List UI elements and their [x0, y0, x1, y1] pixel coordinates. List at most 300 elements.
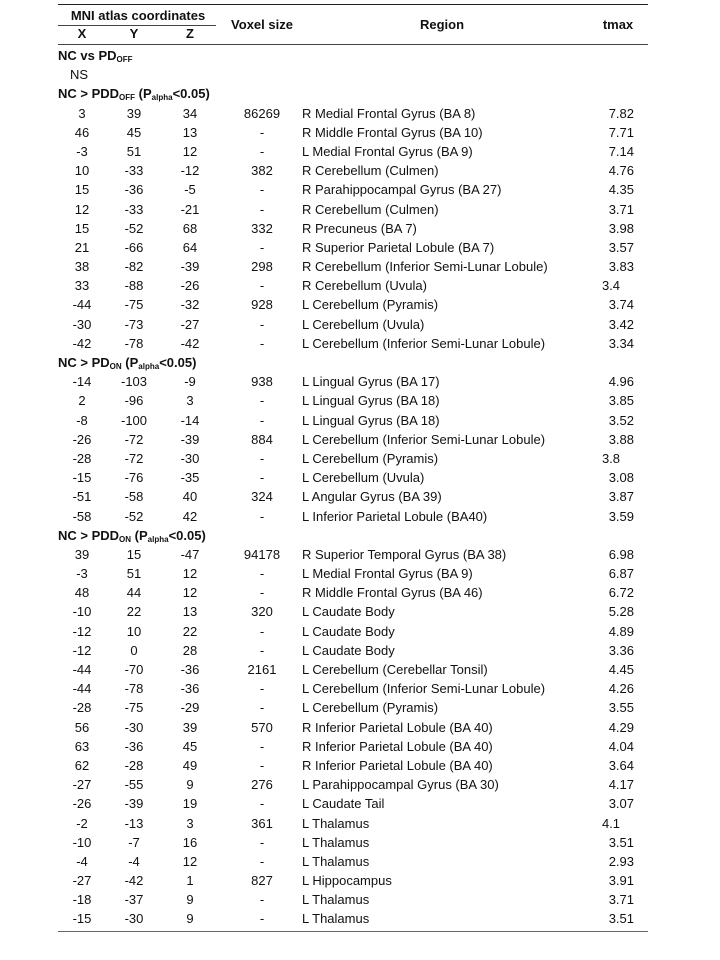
cell-x: 2 — [78, 393, 86, 409]
section-heading — [58, 84, 648, 103]
cell-y: -39 — [124, 796, 144, 812]
cell-x: -58 — [72, 508, 92, 524]
table-row — [58, 430, 648, 449]
cell-region: L Thalamus — [302, 853, 370, 869]
cell-voxel-size: 276 — [251, 777, 273, 793]
table-row — [58, 161, 648, 180]
cell-tmax: 7.82 — [608, 105, 634, 121]
table-row — [58, 622, 648, 641]
cell-region: R Superior Parietal Lobule (BA 7) — [302, 239, 495, 255]
cell-voxel-size: 332 — [251, 220, 273, 236]
cell-y: -30 — [124, 719, 144, 735]
cell-region: R Inferior Parietal Lobule (BA 40) — [302, 719, 493, 735]
table-row — [58, 295, 648, 314]
table-row — [58, 391, 648, 410]
table-header — [58, 6, 648, 44]
table-row — [58, 104, 648, 123]
cell-z: -29 — [180, 700, 200, 716]
cell-voxel-size: - — [259, 911, 265, 927]
cell-tmax: 7.71 — [608, 124, 634, 140]
cell-region: R Precuneus (BA 7) — [302, 220, 417, 236]
cell-z: 49 — [182, 757, 198, 773]
cell-y: -37 — [124, 892, 144, 908]
cell-tmax: 4.89 — [608, 623, 634, 639]
cell-voxel-size: 928 — [251, 297, 273, 313]
section-paren: (P — [121, 355, 139, 370]
cell-y: -100 — [120, 412, 148, 428]
cell-z: -12 — [180, 163, 200, 179]
cell-y: -76 — [124, 470, 144, 486]
cell-z: 12 — [182, 143, 198, 159]
section-title: NC > PDD — [58, 527, 120, 543]
cell-tmax: 7.14 — [608, 143, 634, 159]
cell-voxel-size: 2161 — [247, 662, 277, 677]
cell-region: L Lingual Gyrus (BA 18) — [302, 393, 440, 409]
table-row — [58, 142, 648, 161]
table-row — [58, 660, 648, 679]
cell-tmax: 3.98 — [608, 220, 634, 236]
cell-x: 56 — [74, 719, 90, 735]
cell-x: -26 — [72, 431, 92, 447]
cell-tmax: 4.35 — [608, 182, 634, 198]
section-title-subscript: ON — [109, 362, 122, 371]
cell-x: -18 — [72, 892, 92, 908]
cell-y: -58 — [124, 489, 144, 505]
cell-region: L Caudate Body — [302, 604, 395, 620]
cell-region: L Thalamus — [302, 911, 370, 927]
cell-y: -96 — [124, 393, 144, 409]
cell-tmax: 3.36 — [608, 642, 634, 658]
cell-region: L Caudate Body — [302, 642, 395, 658]
cell-x: 48 — [74, 585, 90, 601]
cell-tmax: 4.29 — [608, 719, 634, 735]
cell-voxel-size: 884 — [251, 431, 273, 447]
cell-tmax: 3.34 — [608, 335, 634, 351]
cell-z: 45 — [182, 738, 198, 754]
cell-z: -36 — [180, 662, 200, 677]
cell-y: -30 — [124, 911, 144, 927]
cell-z: -39 — [180, 259, 200, 275]
cell-region: L Thalamus — [302, 834, 370, 850]
cell-voxel-size: - — [259, 796, 265, 812]
cell-x: -14 — [72, 374, 92, 390]
cell-x: -27 — [72, 873, 92, 889]
cell-region: L Inferior Parietal Lobule (BA40) — [302, 508, 488, 524]
section-paren: (P — [135, 86, 152, 102]
table-row — [58, 641, 648, 660]
table-row — [58, 507, 648, 526]
cell-z: 9 — [186, 777, 194, 793]
cell-z: -5 — [184, 182, 196, 198]
section-title: NC > PD — [58, 355, 110, 370]
cell-x: -12 — [72, 642, 92, 658]
table-row — [58, 257, 648, 276]
section-p-subscript: alpha — [138, 362, 160, 371]
cell-tmax: 3.85 — [608, 393, 634, 409]
cell-x: -44 — [72, 662, 92, 677]
cell-y: -7 — [128, 834, 140, 850]
section-title-subscript: ON — [119, 534, 132, 544]
table-row — [58, 775, 648, 794]
section-heading — [58, 46, 648, 65]
cell-y: -78 — [124, 335, 144, 351]
header-tmax: tmax — [602, 17, 634, 32]
cell-x: -44 — [72, 681, 92, 697]
cell-y: 15 — [126, 546, 142, 562]
cell-tmax: 3.87 — [608, 489, 634, 505]
cell-tmax: 3.74 — [608, 297, 634, 313]
cell-y: -36 — [124, 182, 144, 198]
cell-z: 3 — [186, 393, 194, 409]
cell-tmax: 3.55 — [608, 700, 634, 716]
cell-x: -10 — [72, 834, 92, 850]
top-rule — [58, 4, 648, 5]
cell-voxel-size: 382 — [251, 163, 273, 179]
cell-voxel-size: - — [259, 585, 265, 601]
cell-z: 12 — [182, 853, 198, 869]
cell-z: 13 — [182, 124, 198, 140]
cell-y: -55 — [124, 777, 144, 793]
cell-tmax: 3.08 — [608, 470, 634, 486]
cell-voxel-size: - — [259, 853, 265, 869]
section-title-subscript: OFF — [116, 55, 133, 64]
cell-y: -28 — [124, 757, 144, 773]
cell-tmax: 3.8 — [601, 450, 621, 466]
cell-voxel-size: - — [259, 470, 265, 486]
cell-y: -66 — [124, 239, 144, 255]
cell-voxel-size: 938 — [251, 374, 273, 390]
cell-z: 3 — [186, 815, 194, 831]
cell-region: L Lingual Gyrus (BA 18) — [302, 412, 440, 428]
cell-region: R Middle Frontal Gyrus (BA 46) — [302, 585, 483, 601]
cell-voxel-size: - — [259, 566, 265, 582]
header-x: X — [77, 26, 87, 41]
cell-z: 64 — [182, 239, 198, 255]
table-row — [58, 794, 648, 813]
cell-z: -27 — [180, 316, 200, 332]
section-heading — [58, 526, 648, 545]
cell-region: R Inferior Parietal Lobule (BA 40) — [302, 738, 493, 754]
cell-z: 9 — [186, 892, 194, 908]
cell-z: -26 — [180, 278, 200, 294]
cell-voxel-size: - — [259, 450, 265, 466]
cell-voxel-size: - — [259, 278, 265, 294]
cell-y: 10 — [126, 623, 142, 639]
cell-x: 12 — [74, 201, 90, 217]
table-row — [58, 737, 648, 756]
section-title-subscript: OFF — [119, 93, 136, 103]
cell-z: -35 — [180, 470, 200, 486]
cell-region: L Thalamus — [302, 815, 370, 831]
cell-tmax: 3.91 — [608, 873, 634, 889]
cell-z: 16 — [182, 834, 198, 850]
cell-tmax: 4.96 — [608, 374, 634, 390]
cell-voxel-size: - — [259, 834, 265, 850]
header-voxel-size: Voxel size — [231, 17, 293, 32]
section-title: NC > PDD — [58, 86, 120, 102]
cell-x: -51 — [72, 489, 92, 505]
cell-y: -78 — [124, 681, 144, 697]
cell-voxel-size: 320 — [251, 604, 273, 620]
cell-tmax: 4.76 — [608, 163, 634, 179]
cell-x: 21 — [74, 239, 90, 255]
cell-z: 34 — [182, 105, 198, 121]
cell-y: -4 — [128, 853, 140, 869]
table-body — [58, 46, 648, 929]
cell-tmax: 3.59 — [608, 508, 634, 524]
table-row — [58, 487, 648, 506]
cell-y: 39 — [126, 105, 142, 121]
cell-x: -15 — [72, 470, 92, 486]
cell-x: 3 — [78, 105, 86, 121]
cell-voxel-size: - — [259, 335, 265, 351]
cell-voxel-size: - — [259, 143, 265, 159]
table-row — [58, 449, 648, 468]
cell-region: L Cerebellum (Cerebellar Tonsil) — [302, 662, 488, 677]
cell-region: L Hippocampus — [302, 873, 392, 889]
cell-z: 28 — [182, 642, 198, 658]
cell-z: -9 — [184, 374, 196, 390]
cell-x: 62 — [74, 757, 90, 773]
bottom-rule — [58, 931, 648, 932]
cell-tmax: 6.98 — [608, 546, 634, 562]
cell-y: -33 — [124, 163, 144, 179]
cell-x: -42 — [72, 335, 92, 351]
cell-tmax: 3.64 — [608, 757, 634, 773]
cell-voxel-size: - — [259, 757, 265, 773]
cell-x: -8 — [76, 412, 88, 428]
header-y: Y — [129, 26, 139, 41]
table-row — [58, 890, 648, 909]
cell-voxel-size: - — [259, 700, 265, 716]
cell-tmax: 3.51 — [608, 834, 634, 850]
cell-y: -36 — [124, 738, 144, 754]
cell-y: -72 — [124, 431, 144, 447]
cell-tmax: 3.71 — [608, 892, 634, 908]
cell-z: 12 — [182, 585, 198, 601]
cell-tmax: 3.07 — [608, 796, 634, 812]
cell-tmax: 3.51 — [608, 911, 634, 927]
cell-region: L Angular Gyrus (BA 39) — [302, 489, 442, 505]
cell-region: L Cerebellum (Pyramis) — [302, 297, 439, 313]
cell-y: -42 — [124, 873, 144, 889]
table-row — [58, 814, 648, 833]
cell-x: -26 — [72, 796, 92, 812]
cell-tmax: 3.4 — [601, 278, 621, 294]
cell-voxel-size: - — [259, 892, 265, 908]
cell-y: 22 — [126, 604, 142, 620]
cell-z: -30 — [180, 450, 200, 466]
cell-voxel-size: 94178 — [243, 546, 281, 562]
cell-region: L Medial Frontal Gyrus (BA 9) — [302, 566, 473, 582]
section-heading — [58, 353, 648, 372]
cell-region: L Cerebellum (Pyramis) — [302, 450, 439, 466]
cell-x: 63 — [74, 738, 90, 754]
cell-y: -52 — [124, 508, 144, 524]
table-row — [58, 871, 648, 890]
cell-region: L Lingual Gyrus (BA 17) — [302, 374, 440, 390]
cell-x: 10 — [74, 163, 90, 179]
cell-z: 68 — [182, 220, 198, 236]
cell-y: -75 — [124, 700, 144, 716]
cell-voxel-size: - — [259, 124, 265, 140]
cell-z: 22 — [182, 623, 198, 639]
cell-z: -36 — [180, 681, 200, 697]
cell-region: R Cerebellum (Culmen) — [302, 201, 439, 217]
cell-y: -33 — [124, 201, 144, 217]
table-row — [58, 583, 648, 602]
cell-z: 40 — [182, 489, 198, 505]
cell-x: -4 — [76, 853, 88, 869]
cell-region: L Cerebellum (Uvula) — [302, 470, 425, 486]
table-row — [58, 718, 648, 737]
cell-y: -73 — [124, 316, 144, 332]
cell-x: 15 — [74, 182, 90, 198]
section-title: NC vs PD — [58, 48, 117, 63]
cell-z: 19 — [182, 796, 198, 812]
cell-region: R Middle Frontal Gyrus (BA 10) — [302, 124, 483, 140]
cell-voxel-size: - — [259, 642, 265, 658]
cell-tmax: 4.1 — [601, 815, 621, 831]
cell-x: -3 — [76, 143, 88, 159]
cell-tmax: 3.42 — [608, 316, 634, 332]
cell-x: 33 — [74, 278, 90, 294]
table-row — [58, 909, 648, 928]
cell-voxel-size: - — [259, 681, 265, 697]
cell-voxel-size: - — [259, 738, 265, 754]
cell-x: 38 — [74, 259, 90, 275]
cell-z: 13 — [182, 604, 198, 620]
cell-y: -88 — [124, 278, 144, 294]
cell-y: 51 — [126, 566, 142, 582]
cell-tmax: 4.45 — [608, 662, 634, 677]
cell-tmax: 3.88 — [608, 431, 634, 447]
cell-y: -75 — [124, 297, 144, 313]
cell-x: 39 — [74, 546, 90, 562]
section-paren: (P — [131, 527, 148, 543]
table-row — [58, 833, 648, 852]
cell-region: L Cerebellum (Uvula) — [302, 316, 425, 332]
cell-region: R Superior Temporal Gyrus (BA 38) — [302, 546, 507, 562]
table-row — [58, 411, 648, 430]
cell-z: -42 — [180, 335, 200, 351]
table-row — [58, 315, 648, 334]
cell-region: L Medial Frontal Gyrus (BA 9) — [302, 143, 473, 159]
cell-voxel-size: - — [259, 508, 265, 524]
cell-y: -82 — [124, 259, 144, 275]
cell-z: -32 — [180, 297, 200, 313]
table-row — [58, 334, 648, 353]
cell-y: -72 — [124, 450, 144, 466]
table-row — [58, 698, 648, 717]
cell-region: R Parahippocampal Gyrus (BA 27) — [302, 182, 502, 198]
cell-tmax: 3.83 — [608, 259, 634, 275]
cell-voxel-size: 298 — [251, 259, 273, 275]
table-row — [58, 852, 648, 871]
header-rule — [58, 44, 648, 45]
cell-z: 39 — [182, 719, 198, 735]
cell-tmax: 4.17 — [608, 777, 634, 793]
cell-region: L Cerebellum (Inferior Semi-Lunar Lobule) — [302, 681, 546, 697]
cell-y: 51 — [126, 143, 142, 159]
cell-z: -21 — [180, 201, 200, 217]
header-mni-coordinates: MNI atlas coordinates — [70, 8, 206, 23]
cell-z: 9 — [186, 911, 194, 927]
cell-region: L Cerebellum (Inferior Semi-Lunar Lobule) — [302, 431, 546, 447]
cell-tmax: 3.71 — [608, 201, 634, 217]
table-row — [58, 756, 648, 775]
cell-voxel-size: - — [259, 316, 265, 332]
table-row — [58, 180, 648, 199]
table-row — [58, 123, 648, 142]
cell-y: -13 — [124, 815, 144, 831]
cell-y: 44 — [126, 585, 142, 601]
table-row — [58, 679, 648, 698]
cell-y: -103 — [120, 374, 148, 390]
cell-tmax: 6.72 — [608, 585, 634, 601]
cell-voxel-size: - — [259, 239, 265, 255]
cell-x: -28 — [72, 450, 92, 466]
cell-voxel-size: - — [259, 182, 265, 198]
cell-region: L Cerebellum (Pyramis) — [302, 700, 439, 716]
cell-region: R Inferior Parietal Lobule (BA 40) — [302, 757, 493, 773]
cell-z: -39 — [180, 431, 200, 447]
table-row — [58, 238, 648, 257]
cell-x: -12 — [72, 623, 92, 639]
table-row — [58, 200, 648, 219]
cell-voxel-size: 570 — [251, 719, 273, 735]
cell-z: 1 — [186, 873, 194, 889]
cell-voxel-size: 86269 — [243, 105, 281, 121]
cell-region: R Cerebellum (Inferior Semi-Lunar Lobule) — [302, 259, 548, 275]
cell-x: -27 — [72, 777, 92, 793]
cell-voxel-size: - — [259, 393, 265, 409]
cell-x: -30 — [72, 316, 92, 332]
cell-z: -14 — [180, 412, 200, 428]
cell-voxel-size: - — [259, 412, 265, 428]
cell-x: -28 — [72, 700, 92, 716]
section-p-subscript: alpha — [147, 534, 169, 544]
cell-voxel-size: 827 — [251, 873, 273, 889]
cell-tmax: 4.26 — [608, 681, 634, 697]
cell-voxel-size: - — [259, 623, 265, 639]
header-z: Z — [186, 26, 194, 41]
table-row — [58, 372, 648, 391]
cell-y: 45 — [126, 124, 142, 140]
cell-tmax: 5.28 — [608, 604, 634, 620]
cell-y: -70 — [124, 662, 144, 677]
cell-x: -10 — [72, 604, 92, 620]
cell-x: -2 — [76, 815, 88, 831]
cell-z: -47 — [180, 546, 200, 562]
cell-region: L Caudate Body — [302, 623, 395, 639]
cell-tmax: 2.93 — [608, 853, 634, 869]
cell-region: L Cerebellum (Inferior Semi-Lunar Lobule) — [302, 335, 546, 351]
table-row — [58, 602, 648, 621]
section-p-subscript: alpha — [151, 93, 173, 103]
section-note: NS — [70, 67, 89, 83]
table-row — [58, 219, 648, 238]
cell-tmax: 6.87 — [608, 566, 634, 582]
cell-region: R Cerebellum (Uvula) — [302, 278, 427, 294]
cell-z: 42 — [182, 508, 198, 524]
table-row — [58, 276, 648, 295]
cell-z: 12 — [182, 566, 198, 582]
cell-voxel-size: - — [259, 201, 265, 217]
header-region: Region — [419, 17, 465, 32]
cell-region: L Caudate Tail — [302, 796, 385, 812]
cell-x: -44 — [72, 297, 92, 313]
